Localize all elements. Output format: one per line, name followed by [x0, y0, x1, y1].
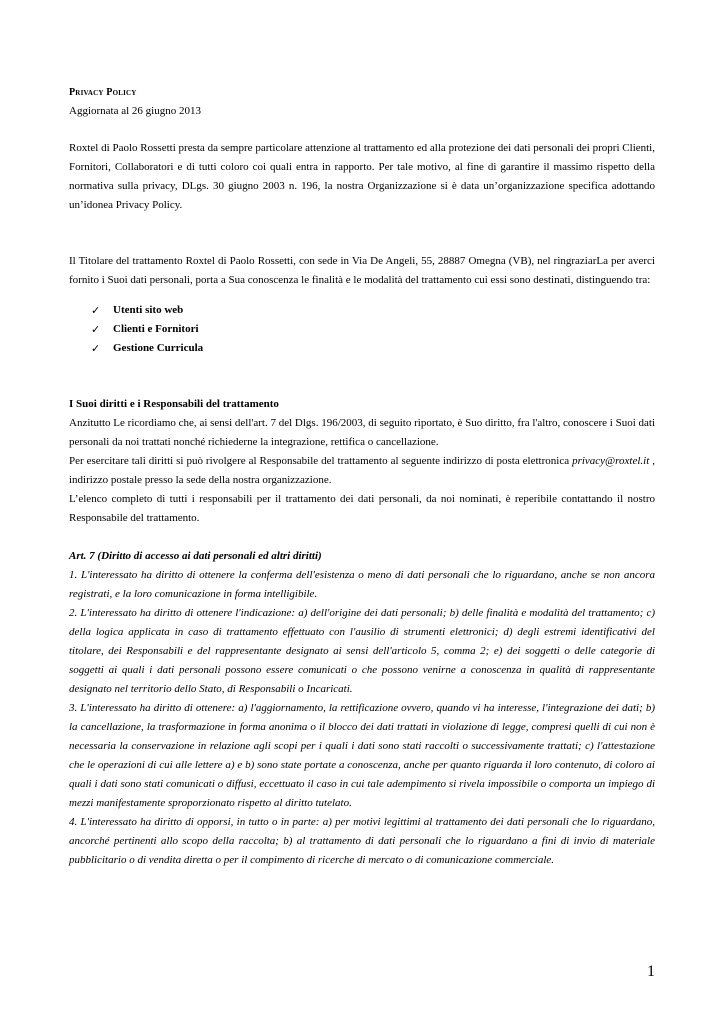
list-item-label: Utenti sito web — [113, 304, 184, 316]
rights-paragraph-2 — [69, 452, 655, 490]
list-item-label: Gestione Curricula — [113, 342, 204, 354]
data-controller-paragraph: Il Titolare del trattamento Roxtel di Paolo Rossetti, con sede in Via De Angeli, 55, 28887 Omegna (VB), nel ringraziarLa per averci fornito i Suoi dati personali, porta a Sua conoscenza le finalità e le modalità del trattamento cui essi sono destinati, distinguendo tra: — [69, 255, 655, 286]
rights-heading: I Suoi diritti e i Responsabili del trattamento — [69, 398, 279, 410]
rights-paragraph-2-end: , indirizzo postale presso la sede della nostra organizzazione. — [69, 455, 655, 486]
article-7-clause-4: 4. L'interessato ha diritto di opporsi, in tutto o in parte: a) per motivi legittimi al trattamento dei dati personali che lo riguardano, ancorché pertinenti allo scopo della raccolta; b) al trattamento di dati personali che lo riguardano a fini di invio di materiale pubblicitario o di vendita diretta o per il compimento di ricerche di mercato o di comunicazione commerciale. — [69, 816, 655, 866]
list-item — [91, 339, 655, 358]
category-list — [69, 301, 655, 358]
document-body — [69, 83, 655, 870]
document-title: Privacy Policy — [69, 87, 137, 98]
checkmark-icon: ✓ — [91, 323, 101, 336]
checkmark-icon: ✓ — [91, 304, 101, 317]
list-item-label: Clienti e Fornitori — [113, 323, 199, 335]
list-item — [91, 320, 655, 339]
rights-paragraph-3: L’elenco completo di tutti i responsabili per il trattamento dei dati personali, da noi nominati, è reperibile contattando il nostro Responsabile del trattamento. — [69, 493, 655, 524]
page-number: 1 — [647, 963, 655, 980]
article-7-clause-1: 1. L'interessato ha diritto di ottenere la conferma dell'esistenza o meno di dati personali che lo riguardano, anche se non ancora registrati, e la loro comunicazione in forma intelligibile. — [69, 569, 655, 600]
checkmark-icon: ✓ — [91, 342, 101, 355]
list-item — [91, 301, 655, 320]
intro-paragraph: Roxtel di Paolo Rossetti presta da sempre particolare attenzione al trattamento ed alla protezione dei dati personali dei propri Clienti, Fornitori, Collaboratori e di tutti coloro coi quali entra in rapporto. Per tale motivo, al fine di garantire il massimo rispetto della normativa sulla privacy, DLgs. 30 giugno 2003 n. 196, la nostra Organizzazione si è data un’organizzazione specifica adottando un’idonea Privacy Policy. — [69, 142, 655, 211]
article-7-clause-2: 2. L'interessato ha diritto di ottenere l'indicazione: a) dell'origine dei dati personali; b) delle finalità e modalità del trattamento; c) della logica applicata in caso di trattamento effettuato con l'ausilio di strumenti elettronici; d) degli estremi identificativi del titolare, dei Responsabili e del rappresentante designato ai sensi dell'articolo 5, comma 2; e) dei soggetti o delle categorie di soggetti ai quali i dati personali possono essere comunicati o che possono venirne a conoscenza in qualità di rappresentante designato nel territorio dello Stato, di Responsabili o Incaricati. — [69, 607, 655, 695]
update-date: Aggiornata al 26 giugno 2013 — [69, 105, 201, 117]
privacy-email-link[interactable]: privacy@roxtel.it — [572, 455, 650, 467]
article-7-clause-3: 3. L'interessato ha diritto di ottenere: a) l'aggiornamento, la rettificazione ovvero, quando vi ha interesse, l'integrazione dei dati; b) la cancellazione, la trasformazione in forma anonima o il blocco dei dati trattati in violazione di legge, compresi quelli di cui non è necessaria la conservazione in relazione agli scopi per i quali i dati sono stati raccolti o successivamente trattati; c) l'attestazione che le operazioni di cui alle lettere a) e b) sono state portate a conoscenza, anche per quanto riguarda il loro contenuto, di coloro ai quali i dati sono stati comunicati o diffusi, eccettuato il caso in cui tale adempimento si rivela impossibile o comporta un impiego di mezzi manifestamente sproporzionato rispetto al diritto tutelato. — [69, 702, 655, 809]
article-7-heading: Art. 7 (Diritto di accesso ai dati personali ed altri diritti) — [69, 550, 322, 562]
rights-paragraph-2-start: Per esercitare tali diritti si può rivolgere al Responsabile del trattamento al seguente indirizzo di posta elettronica — [69, 455, 573, 467]
rights-paragraph-1: Anzitutto Le ricordiamo che, ai sensi dell'art. 7 del Dlgs. 196/2003, di seguito riportato, è Suo diritto, fra l'altro, conoscere i Suoi dati personali da noi trattati nonché richiederne la integrazione, rettifica o cancellazione. — [69, 417, 655, 448]
